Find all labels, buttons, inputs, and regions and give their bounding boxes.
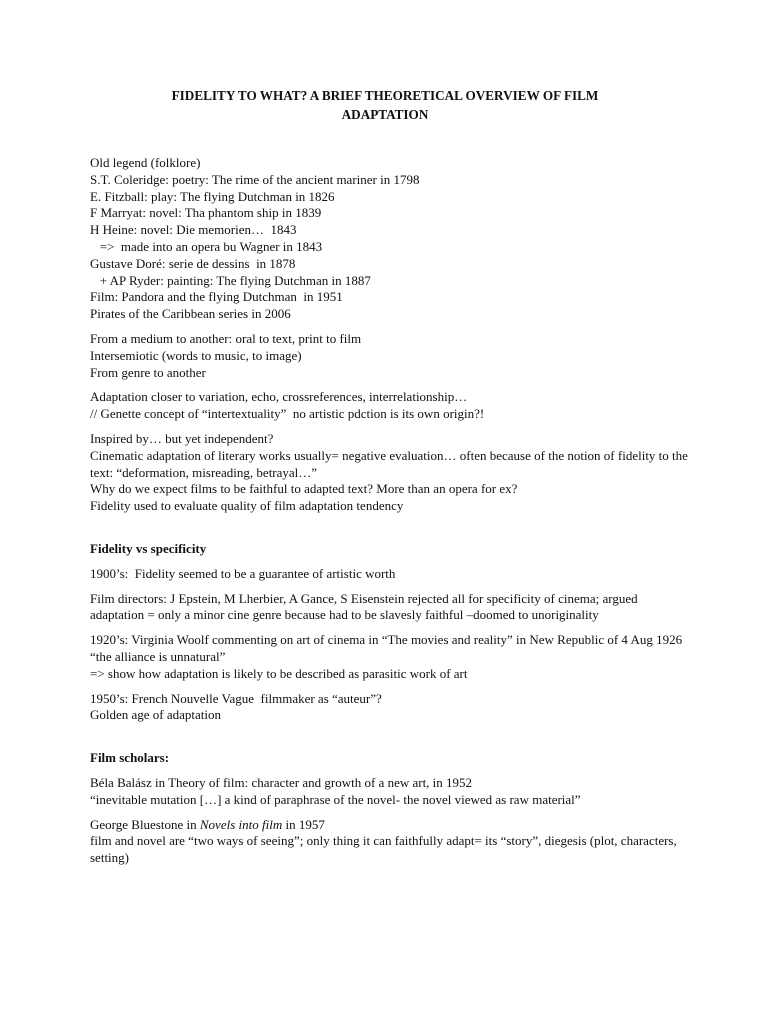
bluestone-prefix: George Bluestone in	[90, 816, 200, 832]
timeline-line: Gustave Doré: serie de dessins in 1878	[90, 255, 296, 271]
document-body	[90, 155, 690, 867]
timeline-line: + AP Ryder: painting: The flying Dutchman in 1887	[90, 272, 371, 288]
medium-line: From a medium to another: oral to text, print to film	[90, 330, 362, 346]
timeline-line: F Marryat: novel: Tha phantom ship in 1839	[90, 205, 322, 221]
quote-balasz: “inevitable mutation […] a kind of paraphrase of the novel- the novel viewed as raw material”	[90, 791, 581, 807]
section-heading-scholars: Film scholars:	[90, 750, 170, 766]
timeline-line: Pirates of the Caribbean series in 2006	[90, 306, 291, 322]
paragraph-1950s-note: Golden age of adaptation	[90, 707, 222, 723]
paragraph-balasz: Béla Balász in Theory of film: character and growth of a new art, in 1952	[90, 774, 473, 790]
timeline-line: => made into an opera bu Wagner in 1843	[90, 238, 323, 254]
bluestone-book-title: Novels into film	[199, 816, 283, 832]
timeline-line: H Heine: novel: Die memorien… 1843	[90, 222, 297, 238]
adaptation-line: // Genette concept of “intertextuality” no artistic pdction is its own origin?!	[90, 406, 485, 422]
paragraph-1920s: 1920’s: Virginia Woolf commenting on art of cinema in “The movies and reality” in New Republic of 4 Aug 1926 “the alliance is unnatural”	[90, 632, 683, 664]
scholars-section	[90, 750, 690, 867]
timeline-line: Old legend (folklore)	[90, 155, 201, 170]
inspired-block	[90, 431, 690, 515]
inspired-line: Why do we expect films to be faithful to adapted text? More than an opera for ex?	[90, 481, 518, 497]
timeline-line: E. Fitzball: play: The flying Dutchman in 1826	[90, 188, 335, 204]
paragraph-1900s: 1900’s: Fidelity seemed to be a guarantee of artistic worth	[90, 565, 396, 581]
paragraph-film-directors: Film directors: J Epstein, M Lherbier, A Gance, S Eisenstein rejected all for specificity of cinema; argued adaptation = only a minor cine genre because had to be slavesly faithful –doomed to unoriginality	[90, 590, 638, 623]
inspired-line: Fidelity used to evaluate quality of film adaptation tendency	[90, 498, 404, 514]
paragraph-1920s-note: => show how adaptation is likely to be described as parasitic work of art	[90, 665, 468, 681]
adaptation-line: Adaptation closer to variation, echo, crossreferences, interrelationship…	[90, 389, 468, 405]
paragraph-1950s: 1950’s: French Nouvelle Vague filmmaker as “auteur”?	[90, 690, 382, 706]
timeline-line: Film: Pandora and the flying Dutchman in 1951	[90, 289, 343, 305]
inspired-paragraph: Cinematic adaptation of literary works usually= negative evaluation… often because of the notion of fidelity to the text: “deformation, misreading, betrayal…”	[90, 447, 688, 480]
medium-block	[90, 331, 690, 381]
bluestone-suffix: in 1957	[282, 816, 325, 832]
medium-line: From genre to another	[90, 364, 206, 380]
title-line-1: FIDELITY TO WHAT? A BRIEF THEORETICAL OVERVIEW OF FILM	[171, 88, 599, 103]
paragraph-bluestone-note: film and novel are “two ways of seeing”; only thing it can faithfully adapt= its “story”, diegesis (plot, characters, setting)	[90, 833, 677, 866]
section-heading-fidelity: Fidelity vs specificity	[90, 540, 207, 556]
paragraph-bluestone	[90, 817, 690, 834]
fidelity-section	[90, 541, 690, 724]
medium-line: Intersemiotic (words to music, to image)	[90, 347, 302, 363]
inspired-line: Inspired by… but yet independent?	[90, 430, 274, 446]
title-line-2: ADAPTATION	[341, 107, 429, 122]
timeline-block	[90, 155, 690, 323]
document-title	[120, 86, 650, 124]
adaptation-block	[90, 389, 690, 423]
timeline-line: S.T. Coleridge: poetry: The rime of the ancient mariner in 1798	[90, 171, 420, 187]
